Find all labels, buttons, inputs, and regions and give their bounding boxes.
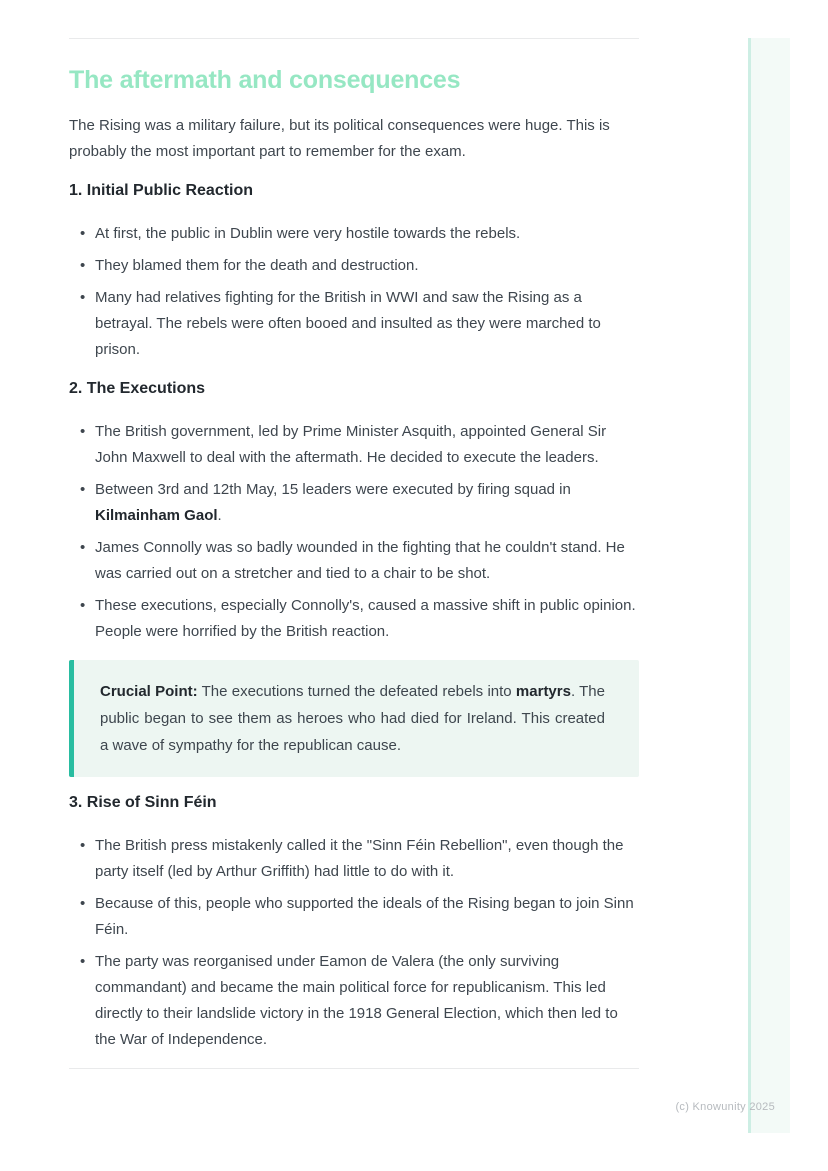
bullet-item — [95, 535, 639, 587]
bold-text-run: Kilmainham Gaol — [95, 507, 218, 524]
text-run: These executions, especially Connolly's, caused a massive shift in public opinion. People were horrified by the British reaction. — [95, 597, 636, 640]
intro-paragraph: The Rising was a military failure, but its political consequences were huge. This is probably the most important part to remember for the exam. — [69, 117, 610, 160]
text-run: . — [217, 507, 222, 524]
text-run: At first, the public in Dublin were very hostile towards the rebels. — [95, 225, 521, 242]
bullet-item — [95, 221, 639, 247]
bullet-item — [95, 949, 639, 1053]
footer-copyright: (c) Knowunity 2025 — [675, 1101, 775, 1113]
text-run: Many had relatives fighting for the British in WWI and saw the Rising as a betrayal. The rebels were often booed and insulted as they were marched to prison. — [95, 289, 601, 358]
bullet-item — [95, 419, 639, 471]
bullet-list — [69, 419, 639, 645]
bold-text-run: Crucial Point: — [100, 683, 198, 700]
section-heading: 1. Initial Public Reaction — [69, 182, 254, 199]
bullet-item — [95, 891, 639, 943]
document-page — [69, 0, 639, 1069]
bullet-list — [69, 833, 639, 1053]
text-run: Between 3rd and 12th May, 15 leaders were executed by firing squad in — [95, 481, 571, 498]
section-heading: 3. Rise of Sinn Féin — [69, 794, 217, 811]
page-edge-stripe — [748, 38, 790, 1133]
bullet-item — [95, 593, 639, 645]
text-run: . The public began to see them as heroes who had died for Ireland. This created a wave of sympathy for the republican cause. — [100, 683, 605, 754]
text-run: The British government, led by Prime Minister Asquith, appointed General Sir John Maxwell to deal with the aftermath. He decided to execute the leaders. — [95, 423, 607, 466]
text-run: The party was reorganised under Eamon de Valera (the only surviving commandant) and became the main political force for republicanism. This led directly to their landslide victory in the 1918 General Election, which then led to the War of Independence. — [95, 953, 618, 1048]
sections-container — [69, 180, 639, 1053]
bullet-item — [95, 477, 639, 529]
bottom-divider — [69, 1068, 639, 1069]
bullet-item — [95, 833, 639, 885]
callout-box — [69, 660, 639, 777]
text-run: The British press mistakenly called it the "Sinn Féin Rebellion", even though the party itself (led by Arthur Griffith) had little to do with it. — [95, 837, 624, 880]
section-heading: 2. The Executions — [69, 380, 206, 397]
text-run: They blamed them for the death and destruction. — [95, 257, 419, 274]
page-title: The aftermath and consequences — [69, 66, 461, 94]
bullet-item — [95, 285, 639, 363]
bullet-item — [95, 253, 639, 279]
top-divider — [69, 38, 639, 39]
text-run: The executions turned the defeated rebels into — [197, 683, 516, 700]
bullet-list — [69, 221, 639, 363]
text-run: James Connolly was so badly wounded in the fighting that he couldn't stand. He was carried out on a stretcher and tied to a chair to be shot. — [95, 539, 625, 582]
bold-text-run: martyrs — [515, 683, 571, 700]
text-run: Because of this, people who supported the ideals of the Rising began to join Sinn Féin. — [95, 895, 634, 938]
